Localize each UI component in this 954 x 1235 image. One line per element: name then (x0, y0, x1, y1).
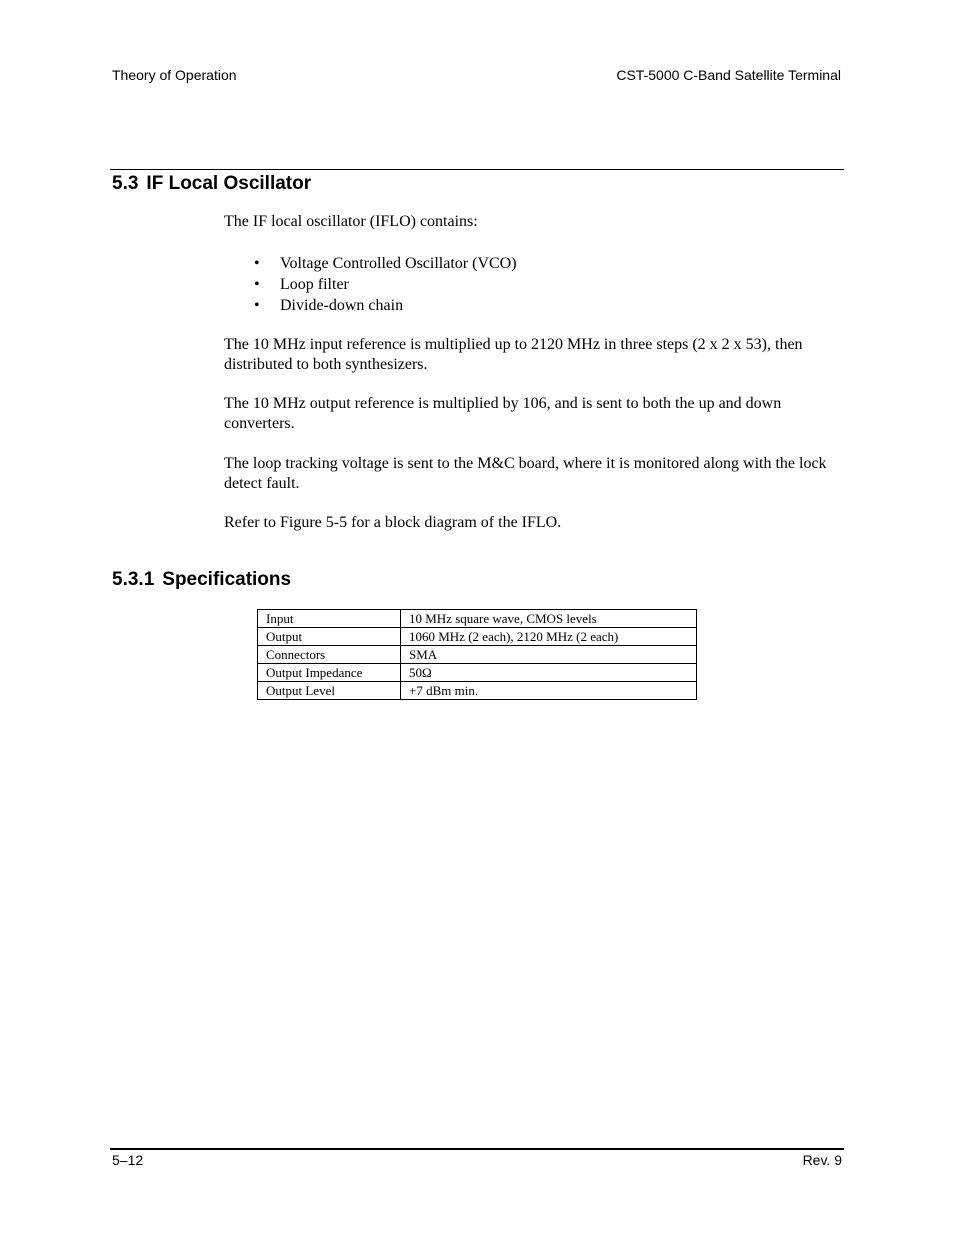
spec-label: Output Level (258, 682, 401, 700)
spec-value: 1060 MHz (2 each), 2120 MHz (2 each) (401, 628, 697, 646)
section-number: 5.3 (112, 173, 139, 194)
footer-divider (110, 1148, 844, 1150)
revision-label: Rev. 9 (802, 1152, 842, 1168)
section-title: IF Local Oscillator (146, 173, 312, 194)
bullet-icon: • (254, 297, 260, 314)
section-divider (110, 169, 844, 170)
paragraph-output-reference: The 10 MHz output reference is multiplied by 106, and is sent to both the up and down converters. (224, 395, 782, 432)
subsection-heading (112, 569, 291, 591)
table-row (258, 664, 697, 682)
spec-value: 10 MHz square wave, CMOS levels (401, 610, 697, 628)
paragraph-figure-reference: Refer to Figure 5-5 for a block diagram of the IFLO. (224, 514, 562, 531)
component-list (224, 253, 517, 316)
header-product-title: CST-5000 C-Band Satellite Terminal (616, 67, 841, 83)
table-row (258, 682, 697, 700)
bullet-icon: • (254, 276, 260, 293)
page-number: 5–12 (112, 1152, 144, 1168)
paragraph-input-reference: The 10 MHz input reference is multiplied up to 2120 MHz in three steps (2 x 2 x 53), then distributed to both synthesizers. (224, 336, 803, 373)
specifications-table (257, 609, 697, 700)
spec-label: Output (258, 628, 401, 646)
list-item: • Divide-down chain (254, 297, 404, 314)
subsection-number: 5.3.1 (112, 569, 155, 590)
list-item: • Loop filter (254, 276, 349, 293)
spec-label: Input (258, 610, 401, 628)
header-document-title: Theory of Operation (112, 67, 237, 83)
spec-label: Connectors (258, 646, 401, 664)
spec-value: +7 dBm min. (401, 682, 697, 700)
table-row (258, 610, 697, 628)
spec-label: Output Impedance (258, 664, 401, 682)
bullet-icon: • (254, 255, 260, 272)
table-row (258, 646, 697, 664)
table-row (258, 628, 697, 646)
section-intro: The IF local oscillator (IFLO) contains: (224, 213, 478, 230)
spec-value: 50Ω (401, 664, 697, 682)
section-heading (112, 173, 311, 195)
spec-value: SMA (401, 646, 697, 664)
list-item: • Voltage Controlled Oscillator (VCO) (254, 255, 517, 272)
paragraph-loop-tracking: The loop tracking voltage is sent to the M&C board, where it is monitored along with the lock detect fault. (224, 455, 827, 492)
subsection-title: Specifications (162, 569, 292, 590)
